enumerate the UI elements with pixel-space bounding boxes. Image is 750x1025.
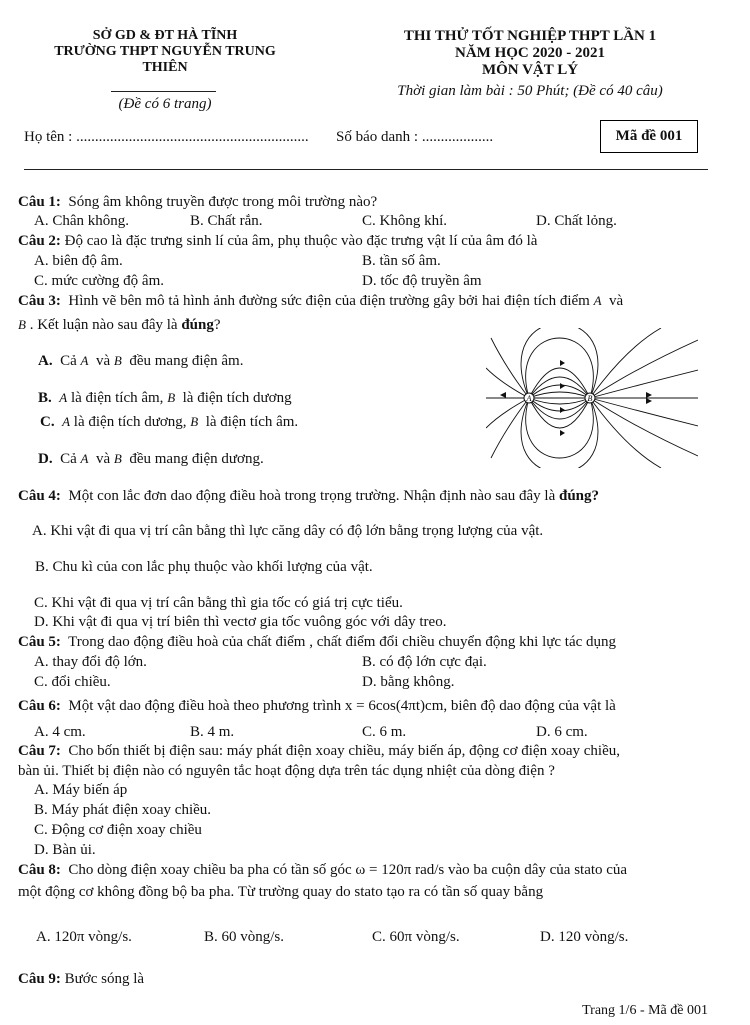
q2-option-a: A. biên độ âm. [34, 253, 123, 269]
q6-option-a: A. 4 cm. [34, 724, 86, 740]
question-8: Câu 8: Cho dòng điện xoay chiều ba pha có tần số góc ω = 120π rad/s vào ba cuộn dây của stato của [18, 862, 628, 878]
q3-option-d: D. Cả A và B đều mang điện dương. [38, 451, 264, 467]
question-5: Câu 5: Trong dao động điều hoà của chất điểm , chất điểm đổi chiều chuyển động khi lực tác dụng [18, 634, 617, 650]
exam-title: THI THỬ TỐT NGHIỆP THPT LẦN 1 [403, 28, 657, 44]
question-4: Câu 4: Một con lắc đơn dao động điều hoà trong trọng trường. Nhận định nào sau đây là đúng? [18, 488, 600, 504]
q8-option-b: B. 60 vòng/s. [204, 929, 285, 945]
q1-option-a: A. Chân không. [34, 213, 129, 229]
dept-name: SỞ GD & ĐT HÀ TĨNH [92, 28, 238, 43]
q1-option-d: D. Chất lỏng. [536, 213, 617, 229]
page-footer: Trang 1/6 - Mã đề 001 [582, 1003, 708, 1018]
q3-option-b: B. A là điện tích âm, B là điện tích dương [38, 390, 292, 406]
question-7: Câu 7: Cho bốn thiết bị điện sau: máy phát điện xoay chiều, máy biến áp, động cơ điện xoay chiều, [18, 743, 620, 759]
exam-code-box: Mã đề 001 [600, 120, 698, 153]
q5-option-a: A. thay đổi độ lớn. [34, 654, 147, 670]
q4-option-d: D. Khi vật đi qua vị trí biên thì vectơ gia tốc vuông góc với dây treo. [34, 614, 447, 630]
student-name-field: Họ tên : .............................................................. [24, 129, 309, 145]
school-year: NĂM HỌC 2020 - 2021 [455, 45, 605, 61]
q4-option-a: A. Khi vật đi qua vị trí cân bằng thì lực căng dây có độ lớn bằng trọng lượng của vật. [32, 523, 544, 539]
header-divider [111, 91, 216, 92]
q8-option-a: A. 120π vòng/s. [36, 929, 132, 945]
q3-option-a: A. Cả A và B đều mang điện âm. [38, 353, 244, 369]
school-name-cont: THIÊN [142, 60, 188, 75]
q8-option-d: D. 120 vòng/s. [540, 929, 629, 945]
question-1: Câu 1: Sóng âm không truyền được trong môi trường nào? [18, 194, 378, 210]
q1-option-b: B. Chất rắn. [190, 213, 263, 229]
q6-option-d: D. 6 cm. [536, 724, 588, 740]
q4-option-b: B. Chu kì của con lắc phụ thuộc vào khối lượng của vật. [35, 559, 373, 575]
q5-option-c: C. đổi chiều. [34, 674, 111, 690]
electric-field-lines-figure [486, 328, 698, 468]
student-id-field: Số báo danh : ................... [336, 129, 494, 145]
question-3: Câu 3: Hình vẽ bên mô tả hình ảnh đường sức điện của điện trường gây bởi hai điện tích điểm A và [18, 293, 624, 309]
q7-option-d: D. Bàn ủi. [34, 842, 96, 858]
page-count: (Đề có 6 trang) [118, 96, 212, 112]
info-divider [24, 169, 708, 170]
question-6: Câu 6: Một vật dao động điều hoà theo phương trình x = 6cos(4πt)cm, biên độ dao động của vật là [18, 698, 616, 714]
school-name: TRƯỜNG THPT NGUYỄN TRUNG [54, 44, 276, 59]
q7-option-b: B. Máy phát điện xoay chiều. [34, 802, 212, 818]
q2-option-b: B. tần số âm. [362, 253, 441, 269]
question-3-cont: B . Kết luận nào sau đây là đúng? [18, 317, 221, 333]
q4-option-c: C. Khi vật đi qua vị trí cân bằng thì gia tốc có giá trị cực tiểu. [34, 595, 403, 611]
q6-option-c: C. 6 m. [362, 724, 407, 740]
q7-option-a: A. Máy biến áp [34, 782, 128, 798]
q5-option-b: B. có độ lớn cực đại. [362, 654, 487, 670]
charge-b-label: B [587, 394, 593, 403]
q8-option-c: C. 60π vòng/s. [372, 929, 460, 945]
q3-option-c: C. A là điện tích dương, B là điện tích âm. [40, 414, 299, 430]
q1-option-c: C. Không khí. [362, 213, 448, 229]
q2-option-c: C. mức cường độ âm. [34, 273, 165, 289]
q7-option-c: C. Động cơ điện xoay chiều [34, 822, 202, 838]
q5-option-d: D. bằng không. [362, 674, 455, 690]
q6-option-b: B. 4 m. [190, 724, 235, 740]
question-7-cont: bàn ủi. Thiết bị điện nào có nguyên tắc hoạt động dựa trên tác dụng nhiệt của dòng điện ? [18, 763, 555, 779]
charge-a-label: A [526, 394, 532, 403]
q2-option-d: D. tốc độ truyền âm [362, 273, 482, 289]
subject: MÔN VẬT LÝ [481, 62, 579, 78]
question-8-cont: một động cơ không đồng bộ ba pha. Từ trường quay do stato tạo ra có tần số quay bằng [18, 884, 544, 900]
question-9: Câu 9: Bước sóng là [18, 971, 145, 987]
question-2: Câu 2: Độ cao là đặc trưng sinh lí của âm, phụ thuộc vào đặc trưng vật lí của âm đó là [18, 233, 538, 249]
exam-time: Thời gian làm bài : 50 Phút; (Đề có 40 câu) [397, 83, 663, 99]
